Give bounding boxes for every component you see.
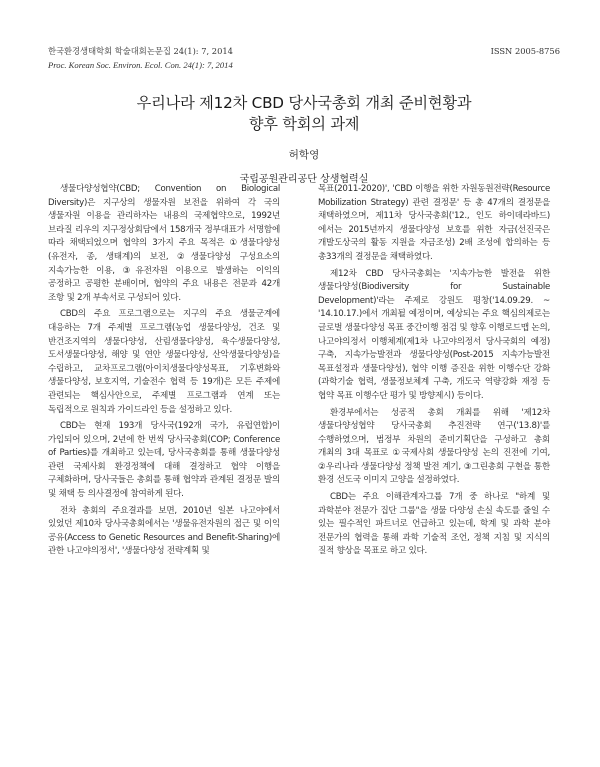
paragraph: 목표(2011-2020)', 'CBD 이행을 위한 자원동원전략(Resource Mobilization Strategy) 관련 결정문' 등 총 47개의 결정문을 채택하였으며, 제11차 당사국총회('12., 인도 하이데라바드)에서는 2015년까지 생물다양성 보호를 위한 자금(선진국은 개발도상국의 활동 지원을 자금조성) 2배 조성에 합의하는 등 총33개의 결정문을 채택하였다. (318, 184, 550, 262)
journal-citation-en: Proc. Korean Soc. Environ. Ecol. Con. 24(1): 7, 2014 (48, 60, 233, 70)
paper-title-line-2: 향후 학회의 과제 (248, 115, 360, 133)
body-column-left (48, 183, 280, 559)
journal-citation-kr: 한국환경생태학회 학술대회논문집 24(1): 7, 2014 (48, 46, 233, 56)
paragraph: 생물다양성협약(CBD; Convention on Biological Diversity)은 지구상의 생물자원 보전을 위하여 각 국의 생물자원 이용을 관리하자는 내용의 국제협약으로, 1992년 브라질 리우의 지구정상회담에서 158개국 정부대표가 서명함에 따라 채택되었으며 협약의 3가지 주요 목적은 ①생물다양성(유전자, 종, 생태계)의 보전, ②생물다양성 구성요소의 지속가능한 이용, ③유전자원 이용으로 발생하는 이익의 공정하고 공평한 분배이며, 협약의 주요 내용은 전문과 42개 조항 및 2개 부속서로 구성되어 있다. (48, 184, 280, 303)
paragraph: CBD는 현재 193개 당사국(192개 국가, 유럽연합)이 가입되어 있으며, 2년에 한 번씩 당사국총회(COP; Conference of Parties)를 개최하고 있는데, 당사국총회를 통해 생물다양성 관련 국제사회 환경정책에 대해 결정하고 협약 이행을 구체화하며, 당사국들은 총회를 통해 협약과 관계된 결정문 발의 및 채택 등 의사결정에 참여하게 된다. (48, 421, 280, 500)
paper-title-line-1: 우리나라 제12차 CBD 당사국총회 개최 준비현황과 (136, 94, 472, 112)
affiliation: 국립공원관리공단 상생협력실 (239, 174, 369, 185)
paragraph: 제12차 CBD 당사국총회는 '지속가능한 발전을 위한 생물다양성(Biodiversity for Sustainable Development)'라는 주제로 강원도 평창('14.09.29. ~ '14.10.17.)에서 개최될 예정이며, 예상되는 주요 핵심의제로는 글로벌 생물다양성 목표 중간이행 점검 및 향후 이행로드맵 논의, 나고야의정서 이행체계(제1차 나고야의정서 당사국회의 예정) 구축, 지속가능발전과 생물다양성(Post-2015 지속가능발전 목표설정과 생물다양성), 협약 이행 증진을 위한 이행수단 강화(과학기술 협력, 생물정보체계 구축, 개도국 역량강화 재정 등 협약 목표 이행수단 평가 및 방향제시) 등이다. (318, 268, 550, 401)
paragraph: 환경부에서는 성공적 총회 개최를 위해 '제12차 생물다양성협약 당사국총회 추진전략 연구('13.8)'를 수행하였으며, 범정부 차원의 준비기획단을 구성하고 총회 개최의 3대 목표로 ①국제사회 생물다양성 논의 진전에 기여, ②우리나라 생물다양성 정책 발전 계기, ③그린총회 구현을 통한 환경 선도국 이미지 고양을 설정하였다. (318, 407, 550, 486)
paragraph: CBD는 주요 이해관계자그룹 7개 중 하나로 "하계 및 과학분야 전문가 집단 그룹"을 생물 다양성 손실 속도를 줄일 수 있는 필수적인 파트너로 언급하고 있는데, 학계 및 과학 분야 전문가의 협력을 통해 과학 기술적 조언, 정책 지침 및 지식의 질적 향상을 목표로 하고 있다. (318, 492, 550, 557)
issn: ISSN 2005-8756 (490, 46, 560, 56)
paragraph: 전차 총회의 주요결과를 보면, 2010년 일본 나고야에서 있었던 제10차 당사국총회에서는 '생물유전자원의 접근 및 이익 공유(Access to Genetic Resources and Benefit-Sharing)에 관한 나고야의정서', '생물다양성 전략계획 및 (48, 505, 280, 557)
body-column-right (318, 183, 550, 559)
paragraph: CBD의 주요 프로그램으로는 지구의 주요 생물군계에 대응하는 7개 주제별 프로그램(농업 생물다양성, 건조 및 반건조지역의 생물다양성, 산림생물다양성, 육수생물다양성, 도서생물다양성, 해양 및 연안 생물다양성, 산악생물다양성)을 수립하고, 교차프로그램(아이치생물다양성목표, 기후변화와 생물다양성, 보호지역, 기술전수 협력 등 19개)은 모든 주제에 관련되는 핵심사안으로, 주제별 프로그램과 연계 또는 독립적으로 원칙과 가이드라인 등을 설정하고 있다. (48, 309, 280, 415)
author: 허학영 (288, 149, 320, 161)
title-block (48, 93, 560, 187)
